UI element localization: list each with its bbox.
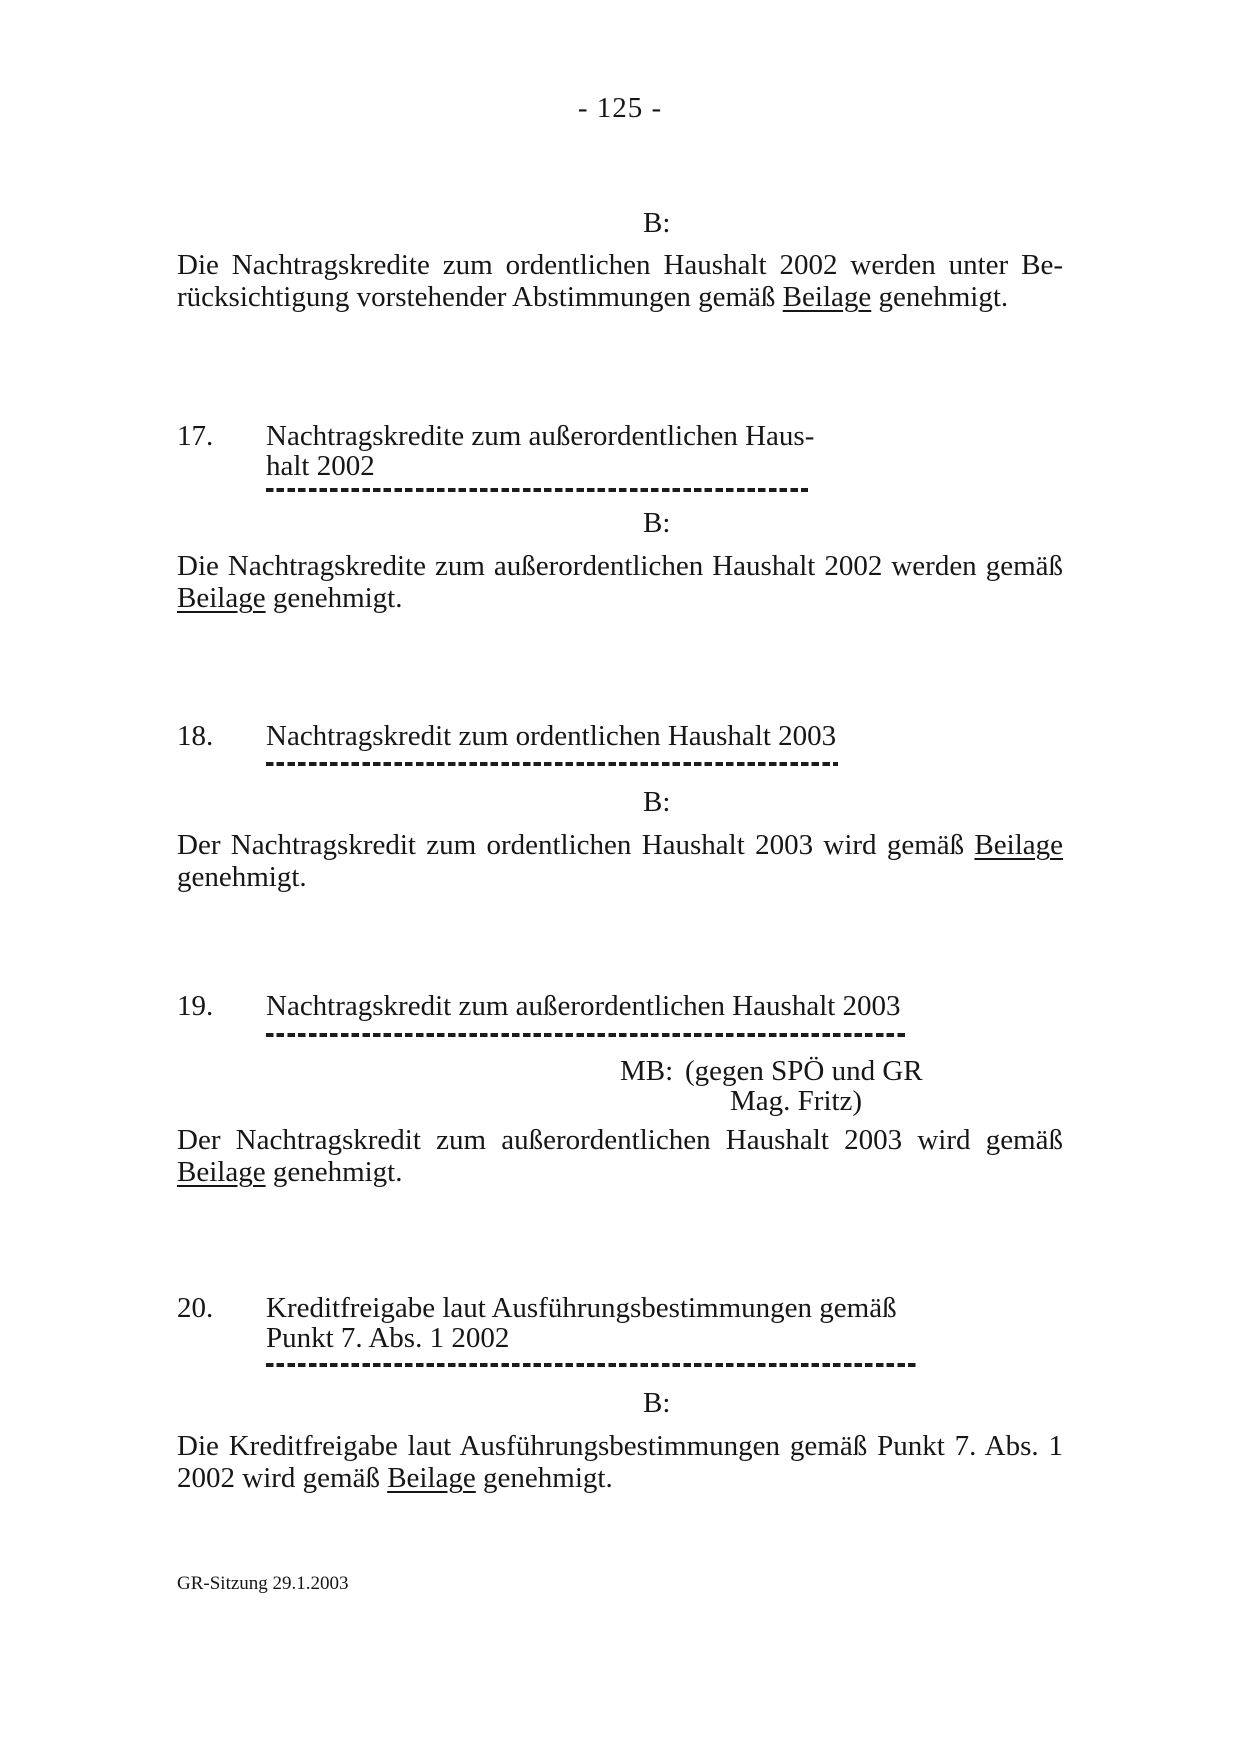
resolution-paragraph — [177, 829, 1063, 893]
text-segment: genehmigt. — [475, 1462, 613, 1494]
agenda-item-18 — [177, 721, 836, 751]
agenda-item-title-line: Nachtragskredit zum ordentlichen Haushalt 2003 — [266, 720, 837, 752]
agenda-item-title — [266, 721, 836, 751]
vote-label: B: — [643, 507, 671, 539]
underlined-text: Beilage — [387, 1462, 476, 1494]
resolution-paragraph — [177, 249, 1063, 313]
agenda-item-title — [266, 421, 814, 481]
text-segment: genehmigt. — [265, 582, 403, 614]
resolution-paragraph — [177, 1124, 1063, 1188]
dashed-rule — [266, 1033, 907, 1037]
vote-label: B: — [643, 207, 671, 239]
agenda-item-title — [266, 991, 901, 1021]
vote-label: B: — [643, 786, 671, 818]
agenda-item-number: 18. — [177, 720, 214, 752]
agenda-item-title — [266, 1293, 897, 1353]
dashed-rule — [266, 488, 808, 492]
agenda-item-17 — [177, 421, 814, 481]
dashed-rule — [266, 1363, 916, 1367]
agenda-item-title-line: Kreditfreigabe laut Ausführungsbestimmungen gemäß — [266, 1292, 897, 1324]
agenda-item-number: 17. — [177, 420, 214, 452]
underlined-text: Beilage — [177, 582, 266, 614]
paragraph-line: Die Nachtragskredite zum außerordentlichen Haushalt 2002 werden gemäß — [177, 550, 1063, 582]
paragraph-line — [177, 1462, 1063, 1494]
page-number: - 125 - — [577, 92, 663, 124]
vote-label: B: — [643, 1387, 671, 1419]
agenda-item-number: 20. — [177, 1292, 214, 1324]
paragraph-line: Die Kreditfreigabe laut Ausführungsbestimmungen gemäß Punkt 7. Abs. 1 — [177, 1430, 1063, 1462]
dashed-rule — [266, 762, 838, 766]
resolution-paragraph — [177, 550, 1063, 614]
text-segment: genehmigt. — [265, 1156, 403, 1188]
text-segment: genehmigt. — [871, 281, 1009, 313]
agenda-item-title-line: Nachtragskredit zum außerordentlichen Haushalt 2003 — [266, 990, 901, 1022]
agenda-item-title-line: halt 2002 — [266, 450, 375, 482]
paragraph-line: Der Nachtragskredit zum außerordentlichen Haushalt 2003 wird gemäß — [177, 1124, 1063, 1156]
paragraph-line: Die Nachtragskredite zum ordentlichen Haushalt 2002 werden unter Be- — [177, 249, 1063, 281]
text-segment: 2002 wird gemäß — [177, 1462, 388, 1494]
resolution-paragraph — [177, 1430, 1063, 1494]
agenda-item-number: 19. — [177, 990, 214, 1022]
text-segment: Der Nachtragskredit zum ordentlichen Haushalt 2003 wird gemäß — [177, 829, 975, 861]
text-segment: rücksichtigung vorstehender Abstimmungen gemäß — [177, 281, 783, 313]
paragraph-line — [177, 582, 1063, 614]
underlined-text: Beilage — [177, 1156, 266, 1188]
paragraph-line — [177, 1156, 1063, 1188]
paragraph-line: genehmigt. — [177, 861, 307, 893]
underlined-text: Beilage — [974, 829, 1063, 861]
footer-note: GR-Sitzung 29.1.2003 — [177, 1573, 349, 1594]
agenda-item-title-line: Nachtragskredite zum außerordentlichen Haus- — [266, 420, 815, 452]
vote-label: MB: — [620, 1055, 674, 1087]
agenda-item-title-line: Punkt 7. Abs. 1 2002 — [266, 1322, 510, 1354]
vote-note-line: (gegen SPÖ und GR — [685, 1055, 923, 1087]
agenda-item-19 — [177, 991, 901, 1021]
paragraph-line — [177, 281, 1063, 313]
underlined-text: Beilage — [782, 281, 872, 313]
agenda-item-20 — [177, 1293, 897, 1353]
vote-note-line: Mag. Fritz) — [730, 1085, 863, 1117]
paragraph-line — [177, 829, 1063, 861]
